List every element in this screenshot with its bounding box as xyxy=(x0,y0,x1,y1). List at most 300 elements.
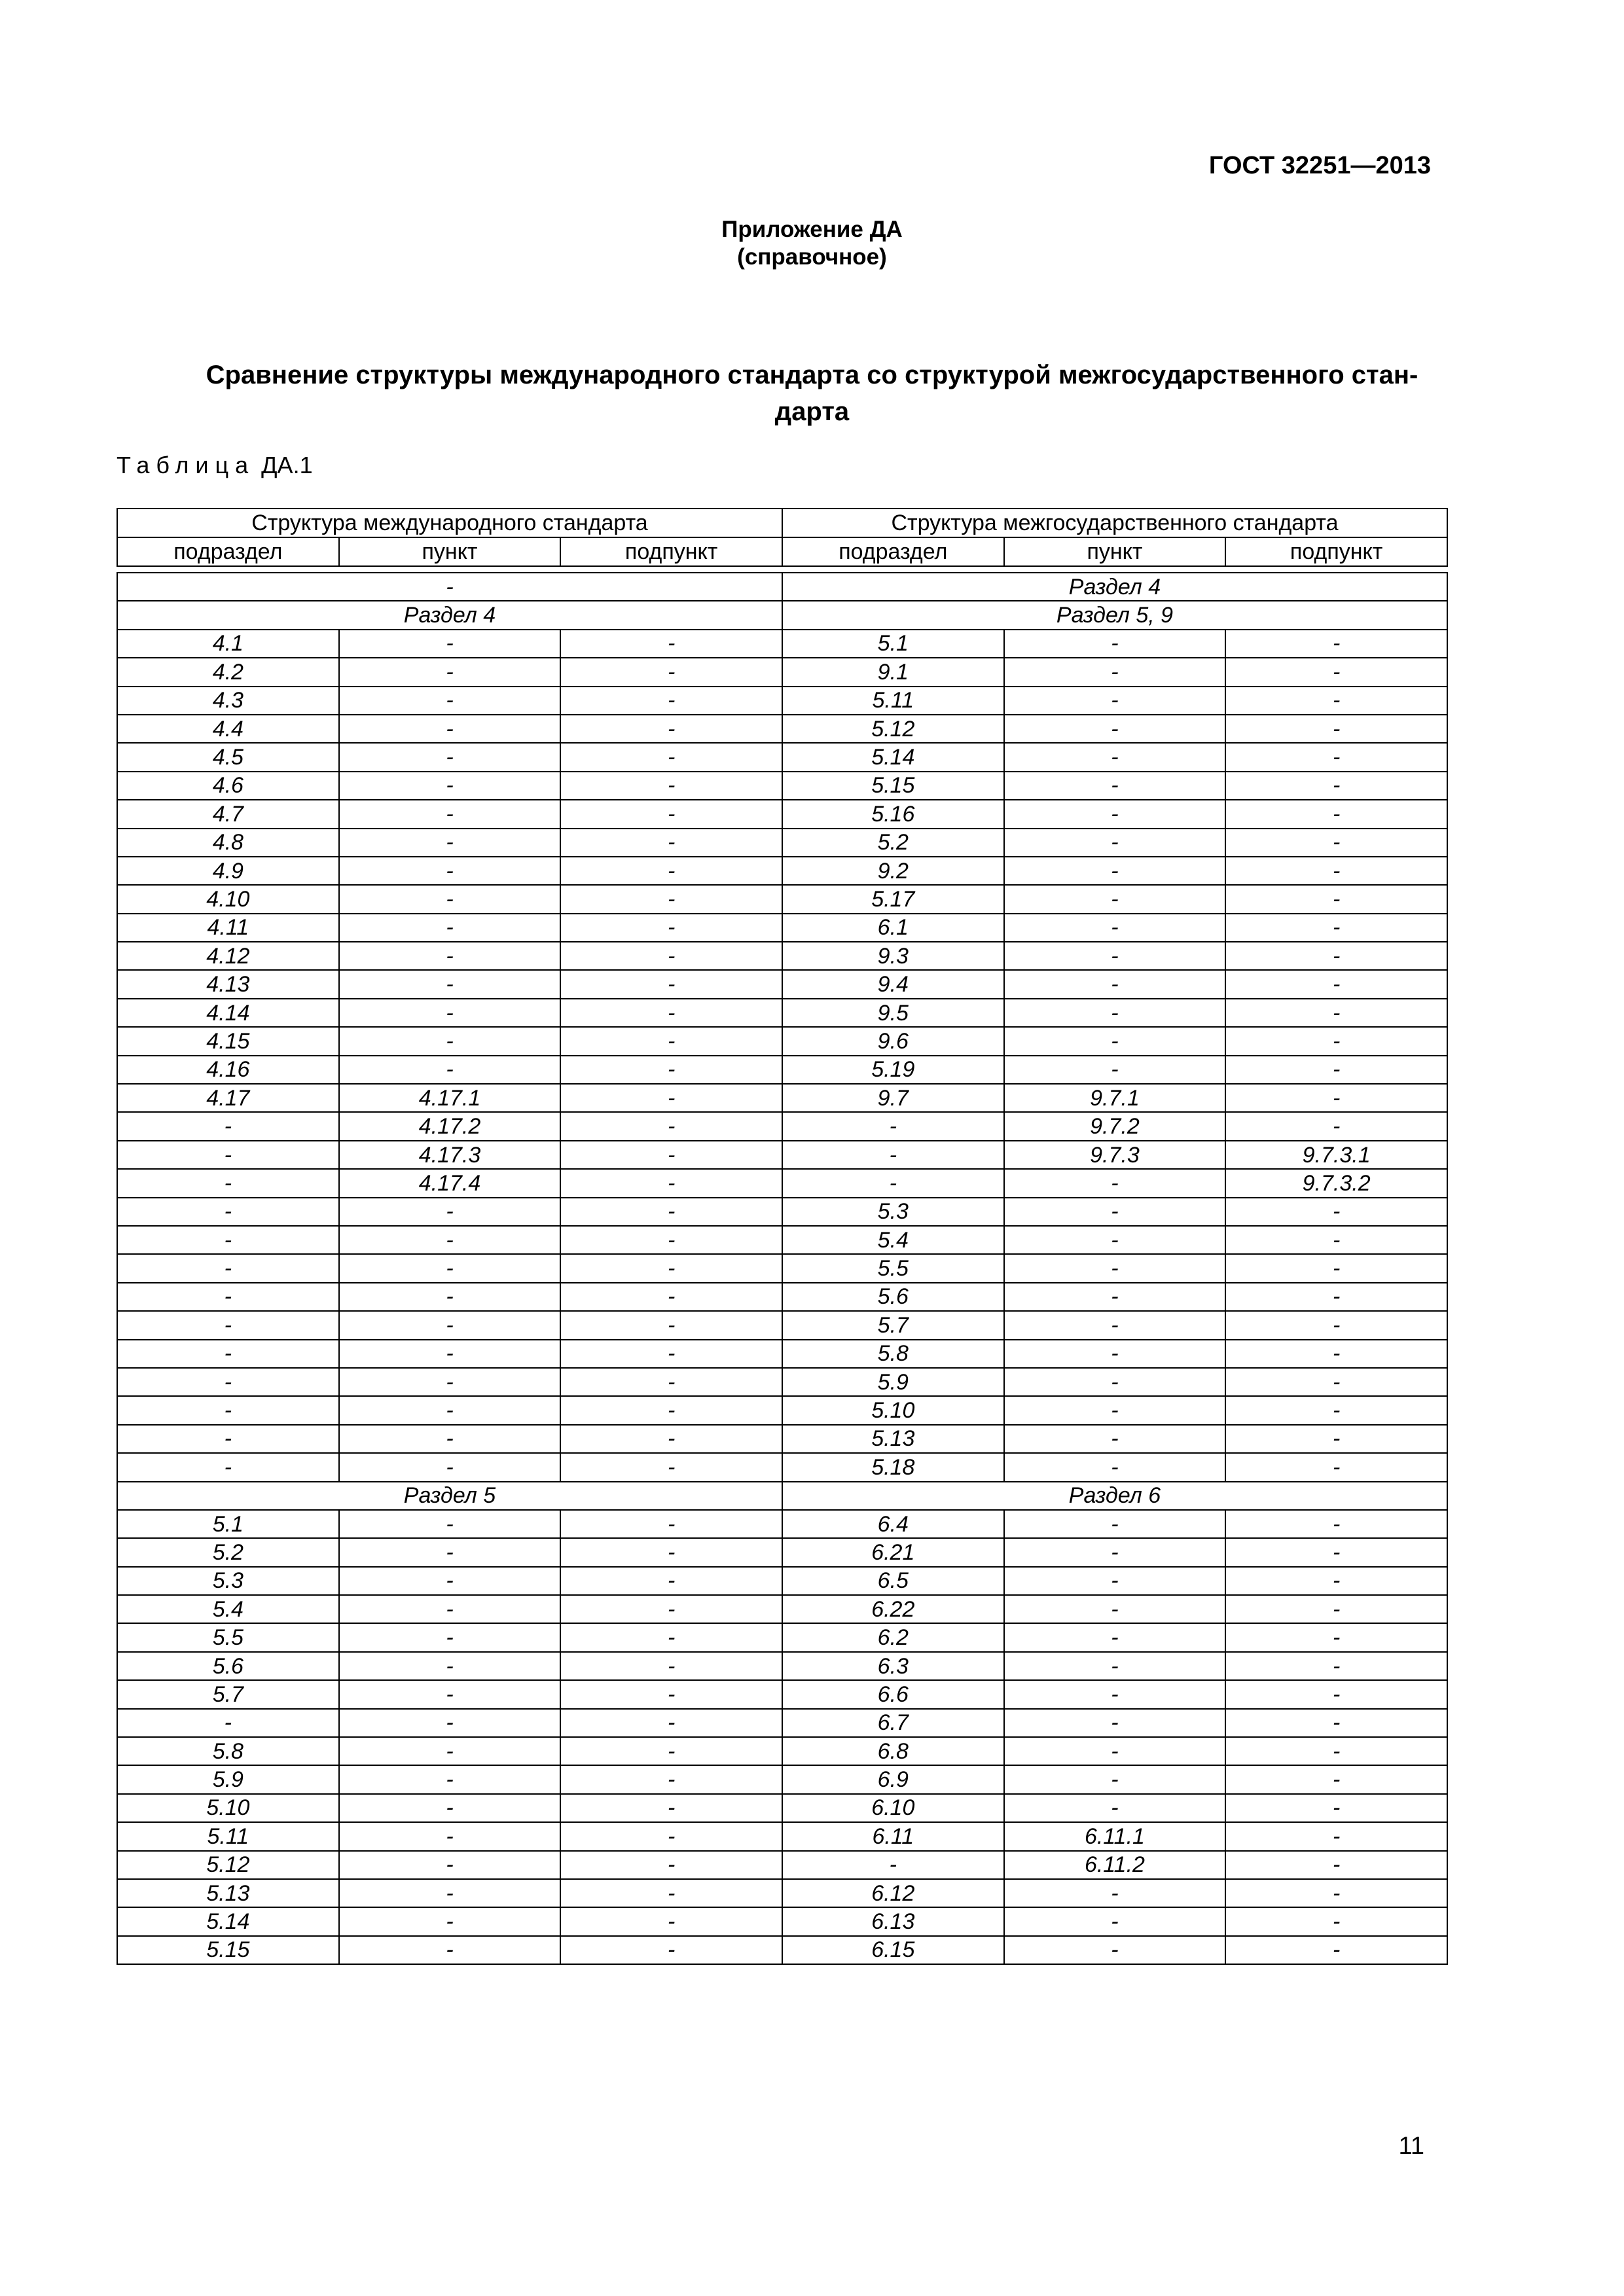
table-cell: 5.8 xyxy=(782,1340,1004,1368)
table-cell: - xyxy=(1225,1595,1447,1623)
table-cell: 5.17 xyxy=(782,885,1004,913)
table-cell: - xyxy=(1004,1425,1226,1453)
table-cell: - xyxy=(560,1567,782,1595)
table-cell: - xyxy=(339,1907,561,1935)
table-row xyxy=(117,1907,1447,1935)
table-cell: - xyxy=(339,1368,561,1396)
table-row xyxy=(117,1652,1447,1680)
table-cell: - xyxy=(1004,885,1226,913)
table-cell: 5.1 xyxy=(782,630,1004,658)
table-cell: 6.13 xyxy=(782,1907,1004,1935)
table-cell: 4.3 xyxy=(117,687,339,715)
table-cell: - xyxy=(782,1141,1004,1169)
table-cell: 6.11.1 xyxy=(1004,1822,1226,1850)
table-cell: - xyxy=(339,942,561,970)
table-label-number: ДА.1 xyxy=(261,452,313,478)
table-section-row xyxy=(117,601,1447,629)
table-cell: - xyxy=(1225,1567,1447,1595)
table-cell: - xyxy=(1225,885,1447,913)
table-cell: - xyxy=(560,1340,782,1368)
table-cell: 5.7 xyxy=(117,1680,339,1708)
table-cell: 5.10 xyxy=(117,1794,339,1822)
table-cell: 6.1 xyxy=(782,914,1004,942)
table-row xyxy=(117,829,1447,857)
table-row xyxy=(117,1680,1447,1708)
document-code: ГОСТ 32251—2013 xyxy=(1208,152,1431,179)
table-cell: - xyxy=(1004,658,1226,686)
table-cell: - xyxy=(560,1907,782,1935)
table-cell: 6.10 xyxy=(782,1794,1004,1822)
section-cell: Раздел 6 xyxy=(782,1482,1447,1510)
table-cell: - xyxy=(1225,1340,1447,1368)
table-cell: - xyxy=(560,1056,782,1084)
table-cell: - xyxy=(560,630,782,658)
table-cell: - xyxy=(560,914,782,942)
table-cell: - xyxy=(339,1879,561,1907)
table-cell: 6.4 xyxy=(782,1510,1004,1538)
table-cell: 5.14 xyxy=(782,743,1004,771)
table-cell: - xyxy=(560,970,782,998)
table-cell: - xyxy=(339,715,561,743)
section-cell: Раздел 4 xyxy=(782,573,1447,601)
table-cell: - xyxy=(1004,1368,1226,1396)
table-row xyxy=(117,1794,1447,1822)
table-cell: - xyxy=(1225,1226,1447,1254)
table-cell: - xyxy=(560,1112,782,1140)
table-cell: - xyxy=(339,1680,561,1708)
page-title-line-2: дарта xyxy=(774,397,850,426)
table-cell: - xyxy=(560,743,782,771)
table-cell: 4.2 xyxy=(117,658,339,686)
table-cell: - xyxy=(339,970,561,998)
table-cell: - xyxy=(1225,914,1447,942)
table-cell: - xyxy=(560,942,782,970)
table-cell: 5.19 xyxy=(782,1056,1004,1084)
table-cell: - xyxy=(1225,772,1447,800)
table-cell: - xyxy=(1004,1765,1226,1793)
table-cell: - xyxy=(560,658,782,686)
table-cell: - xyxy=(560,772,782,800)
table-cell: - xyxy=(117,1198,339,1226)
table-cell: - xyxy=(560,1226,782,1254)
table-cell: 5.10 xyxy=(782,1396,1004,1424)
table-cell: 5.3 xyxy=(782,1198,1004,1226)
table-cell: - xyxy=(1225,1623,1447,1651)
table-cell: - xyxy=(339,1652,561,1680)
table-row xyxy=(117,885,1447,913)
table-row xyxy=(117,1936,1447,1964)
table-cell: - xyxy=(1225,1396,1447,1424)
table-cell: 6.11.2 xyxy=(1004,1851,1226,1879)
table-cell: 5.5 xyxy=(782,1254,1004,1282)
table-cell: - xyxy=(560,1794,782,1822)
table-cell: 9.5 xyxy=(782,999,1004,1027)
table-cell: - xyxy=(1004,630,1226,658)
table-row xyxy=(117,1595,1447,1623)
table-cell: - xyxy=(1225,1510,1447,1538)
table-cell: - xyxy=(339,630,561,658)
table-cell: - xyxy=(1004,942,1226,970)
table-cell: - xyxy=(1004,1652,1226,1680)
table-cell: - xyxy=(1225,630,1447,658)
table-cell: 5.4 xyxy=(782,1226,1004,1254)
table-cell: 4.17.1 xyxy=(339,1084,561,1112)
table-cell: 5.12 xyxy=(782,715,1004,743)
table-cell: - xyxy=(1225,1056,1447,1084)
table-cell: - xyxy=(1004,1311,1226,1339)
table-row xyxy=(117,687,1447,715)
table-cell: 6.6 xyxy=(782,1680,1004,1708)
table-cell: - xyxy=(1004,1538,1226,1566)
table-cell: - xyxy=(117,1254,339,1282)
table-row xyxy=(117,1567,1447,1595)
table-row xyxy=(117,1226,1447,1254)
table-cell: - xyxy=(1225,1709,1447,1737)
comparison-table xyxy=(117,572,1448,1965)
table-cell: 9.7.2 xyxy=(1004,1112,1226,1140)
table-cell: - xyxy=(1225,1311,1447,1339)
table-cell: - xyxy=(560,1595,782,1623)
table-cell: - xyxy=(560,1652,782,1680)
table-cell: 4.12 xyxy=(117,942,339,970)
table-cell: - xyxy=(339,829,561,857)
table-cell: 6.8 xyxy=(782,1737,1004,1765)
table-cell: 9.4 xyxy=(782,970,1004,998)
table-cell: 4.17.4 xyxy=(339,1169,561,1197)
table-cell: - xyxy=(1225,1084,1447,1112)
table-cell: - xyxy=(1225,1425,1447,1453)
table-row xyxy=(117,970,1447,998)
table-cell: - xyxy=(782,1851,1004,1879)
table-row xyxy=(117,743,1447,771)
table-cell: - xyxy=(1225,743,1447,771)
table-cell: - xyxy=(560,1254,782,1282)
table-row xyxy=(117,1311,1447,1339)
table-cell: 6.12 xyxy=(782,1879,1004,1907)
annex-title: Приложение ДА xyxy=(721,217,903,242)
section-cell: Раздел 5, 9 xyxy=(782,601,1447,629)
table-cell: - xyxy=(560,1879,782,1907)
table-cell: - xyxy=(1004,1254,1226,1282)
table-cell: - xyxy=(1225,970,1447,998)
table-cell: - xyxy=(1004,1510,1226,1538)
table-cell: - xyxy=(560,1510,782,1538)
table-cell: - xyxy=(117,1368,339,1396)
table-row xyxy=(117,942,1447,970)
table-cell: - xyxy=(339,1198,561,1226)
table-cell: - xyxy=(1004,1056,1226,1084)
table-cell: - xyxy=(1004,1198,1226,1226)
table-row xyxy=(117,1198,1447,1226)
table-row xyxy=(117,800,1447,828)
section-cell: - xyxy=(117,573,782,601)
table-cell: - xyxy=(560,687,782,715)
table-row xyxy=(117,857,1447,885)
table-cell: - xyxy=(560,1311,782,1339)
table-cell: - xyxy=(1004,1907,1226,1935)
table-cell: 4.8 xyxy=(117,829,339,857)
table-cell: - xyxy=(1004,743,1226,771)
table-cell: - xyxy=(782,1112,1004,1140)
table-cell: - xyxy=(1225,1198,1447,1226)
table-cell: 9.6 xyxy=(782,1027,1004,1055)
table-group-header-row xyxy=(117,509,1447,537)
table-cell: - xyxy=(339,1936,561,1964)
table-cell: - xyxy=(339,857,561,885)
table-cell: - xyxy=(339,1453,561,1481)
table-cell: - xyxy=(117,1425,339,1453)
table-cell: - xyxy=(339,1283,561,1311)
table-row xyxy=(117,1453,1447,1481)
table-cell: - xyxy=(1225,1765,1447,1793)
table-cell: - xyxy=(1225,1538,1447,1566)
table-cell: 5.13 xyxy=(117,1879,339,1907)
table-cell: - xyxy=(560,1936,782,1964)
table-cell: - xyxy=(339,772,561,800)
table-section-row xyxy=(117,573,1447,601)
table-section-row xyxy=(117,1482,1447,1510)
table-cell: - xyxy=(1225,1254,1447,1282)
table-cell: - xyxy=(339,914,561,942)
table-row xyxy=(117,1084,1447,1112)
table-cell: - xyxy=(560,1765,782,1793)
table-cell: 9.7.3.2 xyxy=(1225,1169,1447,1197)
table-cell: 6.15 xyxy=(782,1936,1004,1964)
table-cell: - xyxy=(1225,829,1447,857)
table-cell: - xyxy=(339,1851,561,1879)
table-cell: - xyxy=(339,800,561,828)
table-cell: 5.6 xyxy=(117,1652,339,1680)
table-cell: - xyxy=(339,1226,561,1254)
table-cell: - xyxy=(1225,857,1447,885)
table-cell: 9.7.3.1 xyxy=(1225,1141,1447,1169)
table-cell: 9.7 xyxy=(782,1084,1004,1112)
table-cell: - xyxy=(1004,1595,1226,1623)
table-cell: 5.5 xyxy=(117,1623,339,1651)
table-row xyxy=(117,1709,1447,1737)
table-cell: - xyxy=(1004,970,1226,998)
column-header: пункт xyxy=(339,537,561,566)
table-cell: - xyxy=(560,1425,782,1453)
table-cell: - xyxy=(339,1765,561,1793)
table-cell: - xyxy=(1225,1737,1447,1765)
table-cell: 6.2 xyxy=(782,1623,1004,1651)
table-cell: - xyxy=(117,1141,339,1169)
page-title-line-1: Сравнение структуры международного стандарта со структурой межгосударственного стан- xyxy=(206,361,1418,389)
table-row xyxy=(117,1141,1447,1169)
page-number: 11 xyxy=(1398,2132,1424,2160)
table-cell: 4.17.3 xyxy=(339,1141,561,1169)
table-cell: - xyxy=(339,1311,561,1339)
table-cell: - xyxy=(1004,1283,1226,1311)
table-cell: - xyxy=(1225,1680,1447,1708)
table-row xyxy=(117,715,1447,743)
table-cell: - xyxy=(339,687,561,715)
table-row xyxy=(117,1822,1447,1850)
table-cell: 4.10 xyxy=(117,885,339,913)
table-cell: - xyxy=(1004,829,1226,857)
table-row xyxy=(117,658,1447,686)
table-cell: - xyxy=(117,1453,339,1481)
table-cell: - xyxy=(1225,1453,1447,1481)
table-row xyxy=(117,1538,1447,1566)
table-cell: - xyxy=(560,1453,782,1481)
table-cell: 4.7 xyxy=(117,800,339,828)
table-cell: - xyxy=(1004,1879,1226,1907)
annex-subtitle: (справочное) xyxy=(737,244,887,270)
table-cell: - xyxy=(560,1709,782,1737)
column-header: подпункт xyxy=(560,537,782,566)
table-cell: - xyxy=(1225,1794,1447,1822)
table-cell: 5.16 xyxy=(782,800,1004,828)
table-cell: - xyxy=(117,1311,339,1339)
column-header: пункт xyxy=(1004,537,1226,566)
table-row xyxy=(117,1368,1447,1396)
table-cell: 9.7.3 xyxy=(1004,1141,1226,1169)
table-cell: - xyxy=(560,1538,782,1566)
table-cell: 5.4 xyxy=(117,1595,339,1623)
table-cell: - xyxy=(1225,1652,1447,1680)
table-cell: 4.16 xyxy=(117,1056,339,1084)
table-row xyxy=(117,1254,1447,1282)
table-row xyxy=(117,772,1447,800)
table-cell: - xyxy=(339,885,561,913)
table-cell: 5.18 xyxy=(782,1453,1004,1481)
table-cell: - xyxy=(1225,1112,1447,1140)
table-row xyxy=(117,1425,1447,1453)
table-cell: - xyxy=(1225,1879,1447,1907)
table-cell: - xyxy=(117,1709,339,1737)
table-cell: 5.13 xyxy=(782,1425,1004,1453)
table-cell: 5.15 xyxy=(782,772,1004,800)
table-cell: 5.8 xyxy=(117,1737,339,1765)
table-cell: - xyxy=(339,1027,561,1055)
table-cell: - xyxy=(339,658,561,686)
table-cell: - xyxy=(560,1368,782,1396)
table-cell: 9.2 xyxy=(782,857,1004,885)
table-row xyxy=(117,1340,1447,1368)
table-cell: 4.13 xyxy=(117,970,339,998)
table-row xyxy=(117,1396,1447,1424)
table-cell: - xyxy=(782,1169,1004,1197)
table-cell: - xyxy=(1225,1907,1447,1935)
table-cell: - xyxy=(560,1283,782,1311)
table-cell: 4.6 xyxy=(117,772,339,800)
table-cell: - xyxy=(1225,942,1447,970)
table-cell: - xyxy=(339,1567,561,1595)
table-cell: - xyxy=(1225,1851,1447,1879)
table-cell: 5.3 xyxy=(117,1567,339,1595)
table-cell: 5.2 xyxy=(782,829,1004,857)
table-row xyxy=(117,1851,1447,1879)
table-row xyxy=(117,999,1447,1027)
table-cell: - xyxy=(1225,1027,1447,1055)
table-cell: - xyxy=(339,1425,561,1453)
page-title xyxy=(131,357,1493,430)
table-cell: - xyxy=(560,1169,782,1197)
table-cell: - xyxy=(560,1198,782,1226)
table-cell: 4.1 xyxy=(117,630,339,658)
table-cell: - xyxy=(1004,857,1226,885)
table-cell: - xyxy=(1225,1283,1447,1311)
column-header: подпункт xyxy=(1225,537,1447,566)
table-row xyxy=(117,1737,1447,1765)
table-cell: 4.14 xyxy=(117,999,339,1027)
table-row xyxy=(117,1169,1447,1197)
table-row xyxy=(117,1765,1447,1793)
table-cell: - xyxy=(1004,800,1226,828)
column-header: подраздел xyxy=(117,537,339,566)
table-cell: - xyxy=(1004,715,1226,743)
table-cell: 6.11 xyxy=(782,1822,1004,1850)
table-cell: - xyxy=(1225,1822,1447,1850)
table-cell: - xyxy=(1225,800,1447,828)
table-cell: - xyxy=(560,857,782,885)
table-cell: - xyxy=(339,1822,561,1850)
section-cell: Раздел 5 xyxy=(117,1482,782,1510)
table-cell: 5.12 xyxy=(117,1851,339,1879)
table-cell: - xyxy=(1004,1737,1226,1765)
table-cell: - xyxy=(339,1595,561,1623)
table-cell: 4.11 xyxy=(117,914,339,942)
table-cell: - xyxy=(1225,999,1447,1027)
table-cell: - xyxy=(339,1623,561,1651)
table-cell: - xyxy=(339,999,561,1027)
table-cell: - xyxy=(1225,715,1447,743)
group-header-interstate: Структура межгосударственного стандарта xyxy=(782,509,1447,537)
table-cell: - xyxy=(339,1737,561,1765)
table-row xyxy=(117,1112,1447,1140)
table-cell: 5.9 xyxy=(782,1368,1004,1396)
table-cell: - xyxy=(560,1084,782,1112)
table-cell: - xyxy=(339,1254,561,1282)
table-cell: 4.9 xyxy=(117,857,339,885)
table-cell: 6.9 xyxy=(782,1765,1004,1793)
table-cell: 5.11 xyxy=(782,687,1004,715)
table-body xyxy=(117,573,1447,1964)
table-cell: - xyxy=(339,1794,561,1822)
table-cell: 9.7.1 xyxy=(1004,1084,1226,1112)
table-cell: 9.3 xyxy=(782,942,1004,970)
table-cell: 6.3 xyxy=(782,1652,1004,1680)
table-cell: - xyxy=(1004,1027,1226,1055)
table-cell: 5.2 xyxy=(117,1538,339,1566)
table-cell: 4.17 xyxy=(117,1084,339,1112)
table-cell: - xyxy=(1004,1680,1226,1708)
table-cell: - xyxy=(560,829,782,857)
table-cell: - xyxy=(1225,1936,1447,1964)
table-cell: - xyxy=(560,1822,782,1850)
table-cell: - xyxy=(1004,999,1226,1027)
table-row xyxy=(117,1027,1447,1055)
table-row xyxy=(117,1510,1447,1538)
table-cell: - xyxy=(560,1737,782,1765)
table-row xyxy=(117,1879,1447,1907)
table-label xyxy=(117,452,313,479)
table-cell: - xyxy=(339,743,561,771)
table-column-header-row xyxy=(117,537,1447,566)
table-cell: 6.7 xyxy=(782,1709,1004,1737)
table-cell: - xyxy=(1004,1567,1226,1595)
table-cell: 4.15 xyxy=(117,1027,339,1055)
table-label-prefix: Таблица xyxy=(117,452,255,478)
table-row xyxy=(117,1283,1447,1311)
table-cell: - xyxy=(560,1851,782,1879)
table-cell: - xyxy=(1225,1368,1447,1396)
table-cell: - xyxy=(339,1340,561,1368)
section-cell: Раздел 4 xyxy=(117,601,782,629)
table-cell: 5.11 xyxy=(117,1822,339,1850)
